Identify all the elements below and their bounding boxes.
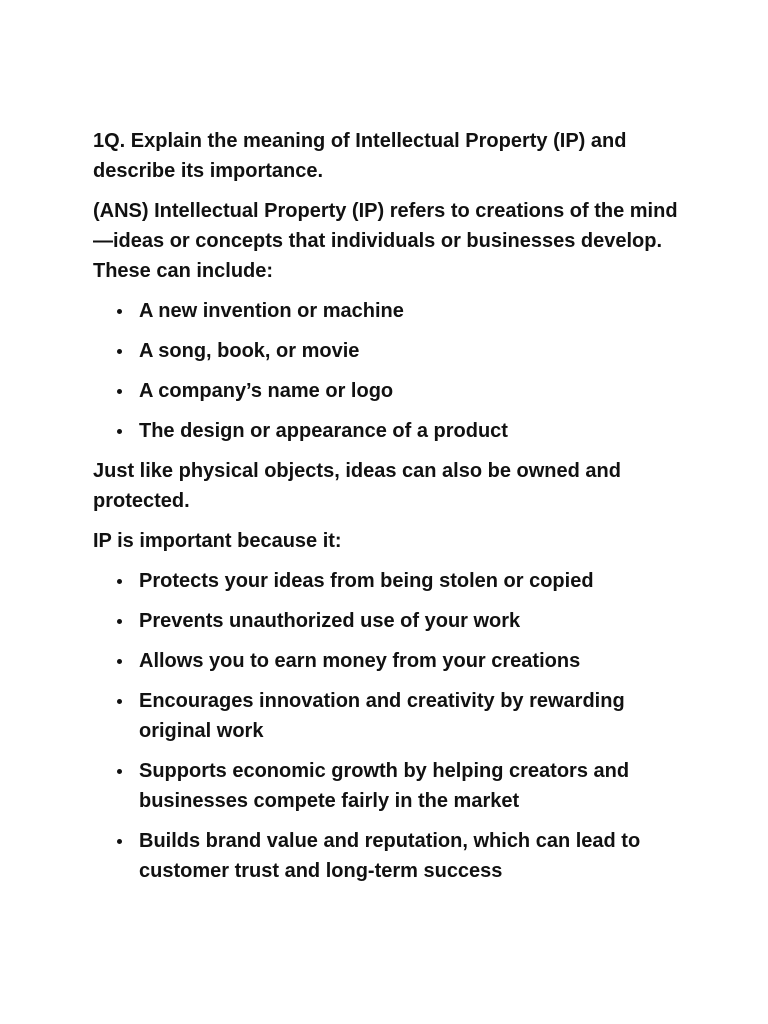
list-item (93, 606, 693, 636)
bullet-icon (117, 579, 122, 584)
examples-list (93, 296, 693, 446)
list-item (93, 646, 693, 676)
question-heading: 1Q. Explain the meaning of Intellectual Property (IP) and describe its importance. (93, 130, 627, 182)
list-item (93, 336, 693, 366)
importance-heading: IP is important because it: (93, 530, 342, 552)
bullet-icon (117, 349, 122, 354)
list-item (93, 376, 693, 406)
bullet-icon (117, 659, 122, 664)
list-item-text: Encourages innovation and creativity by rewarding original work (139, 690, 625, 742)
list-item (93, 756, 693, 816)
list-item-text: Supports economic growth by helping creators and businesses compete fairly in the market (139, 760, 630, 812)
list-item (93, 296, 693, 326)
list-item-text: Prevents unauthorized use of your work (139, 610, 521, 632)
list-item-text: A company’s name or logo (139, 380, 394, 402)
list-item-text: Allows you to earn money from your creations (139, 650, 581, 672)
bullet-icon (117, 429, 122, 434)
list-item-text: The design or appearance of a product (139, 420, 508, 442)
importance-list (93, 566, 693, 886)
bullet-icon (117, 619, 122, 624)
list-item-text: Protects your ideas from being stolen or copied (139, 570, 594, 592)
bullet-icon (117, 839, 122, 844)
bullet-icon (117, 699, 122, 704)
ownership-note: Just like physical objects, ideas can also be owned and protected. (93, 460, 621, 512)
list-item-text: Builds brand value and reputation, which can lead to customer trust and long-term success (139, 830, 641, 882)
list-item (93, 826, 693, 886)
bullet-icon (117, 389, 122, 394)
document-page (93, 126, 693, 896)
list-item (93, 566, 693, 596)
list-item-text: A new invention or machine (139, 300, 404, 322)
list-item (93, 686, 693, 746)
bullet-icon (117, 309, 122, 314)
list-item (93, 416, 693, 446)
answer-intro: (ANS) Intellectual Property (IP) refers to creations of the mind—ideas or concepts that individuals or businesses develop. These can include: (93, 200, 678, 282)
list-item-text: A song, book, or movie (139, 340, 360, 362)
bullet-icon (117, 769, 122, 774)
